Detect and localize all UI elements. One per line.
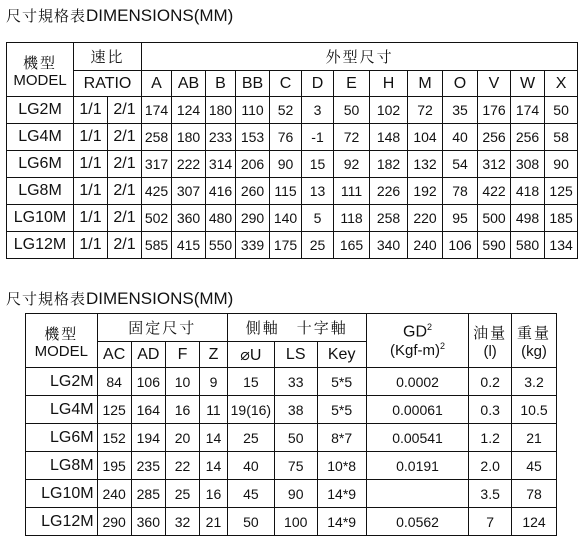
column-header-c: C xyxy=(270,71,302,97)
value-cell: 498 xyxy=(511,205,545,232)
value-cell: 416 xyxy=(206,178,236,205)
oil-header xyxy=(469,314,512,368)
value-cell: 90 xyxy=(545,151,578,178)
value-cell: 10 xyxy=(165,368,199,396)
value-cell: 134 xyxy=(545,232,578,259)
value-cell: 25 xyxy=(302,232,334,259)
value-cell: 194 xyxy=(131,424,165,452)
column-header-a: A xyxy=(142,71,172,97)
table-row xyxy=(7,124,578,151)
column-header-5: LS xyxy=(274,342,317,368)
value-cell: 19(16) xyxy=(227,396,274,424)
value-cell: 50 xyxy=(274,424,317,452)
value-cell: 152 xyxy=(97,424,131,452)
value-cell: 54 xyxy=(443,151,478,178)
value-cell: 104 xyxy=(408,124,443,151)
table-row xyxy=(7,97,578,124)
shaft-header-cjk: 側軸 十字軸 xyxy=(245,319,348,337)
ratio-header-cjk: 速比 xyxy=(90,48,125,66)
gd2-unit-sup: 2 xyxy=(440,341,446,352)
value-cell: 5*5 xyxy=(317,368,366,396)
value-cell: 124 xyxy=(512,508,557,536)
value-cell: 340 xyxy=(370,232,408,259)
column-header-h: H xyxy=(370,71,408,97)
value-cell: 95 xyxy=(443,205,478,232)
table-row xyxy=(26,508,557,536)
column-header-b: B xyxy=(206,71,236,97)
value-cell: 58 xyxy=(545,124,578,151)
table2-title xyxy=(6,288,233,309)
value-cell: 132 xyxy=(408,151,443,178)
value-cell: 111 xyxy=(334,178,370,205)
value-cell: 222 xyxy=(172,151,206,178)
value-cell: 256 xyxy=(478,124,511,151)
value-cell: 233 xyxy=(206,124,236,151)
model-cell: LG8M xyxy=(26,452,98,480)
model-header xyxy=(7,43,74,97)
value-cell: 25 xyxy=(165,480,199,508)
table-row xyxy=(26,368,557,396)
model-header-2-en: MODEL xyxy=(34,342,88,360)
value-cell: 90 xyxy=(270,151,302,178)
value-cell: 40 xyxy=(227,452,274,480)
value-cell: 72 xyxy=(334,124,370,151)
value-cell: 307 xyxy=(172,178,206,205)
oil-header-unit: (l) xyxy=(483,342,497,360)
value-cell: 308 xyxy=(511,151,545,178)
value-cell: 500 xyxy=(478,205,511,232)
column-header-d: D xyxy=(302,71,334,97)
value-cell: 15 xyxy=(302,151,334,178)
column-header-6: Key xyxy=(317,342,366,368)
model-header-2 xyxy=(26,314,98,368)
dimensions-table-2 xyxy=(25,313,557,536)
fixed-dimensions-header-cjk: 固定尺寸 xyxy=(128,319,197,337)
column-header-m: M xyxy=(408,71,443,97)
column-header-2: F xyxy=(165,342,199,368)
value-cell: 78 xyxy=(443,178,478,205)
ratio-cell: 2/1 xyxy=(108,205,142,232)
value-cell: 590 xyxy=(478,232,511,259)
value-cell: 72 xyxy=(408,97,443,124)
column-header-v: V xyxy=(478,71,511,97)
value-cell: 550 xyxy=(206,232,236,259)
column-header-ab: AB xyxy=(172,71,206,97)
value-cell: 118 xyxy=(334,205,370,232)
value-cell: 290 xyxy=(97,508,131,536)
dimensions-table-1 xyxy=(6,42,578,259)
value-cell: 580 xyxy=(511,232,545,259)
value-cell: 10.5 xyxy=(512,396,557,424)
value-cell: 75 xyxy=(274,452,317,480)
value-cell: 0.2 xyxy=(469,368,512,396)
value-cell: 14*9 xyxy=(317,480,366,508)
table1-title-cjk: 尺寸規格表 xyxy=(6,7,87,25)
value-cell: 314 xyxy=(206,151,236,178)
value-cell: 2.0 xyxy=(469,452,512,480)
value-cell: 164 xyxy=(131,396,165,424)
column-header-3: Z xyxy=(200,342,228,368)
table-row xyxy=(26,424,557,452)
value-cell: 206 xyxy=(236,151,270,178)
value-cell: 90 xyxy=(274,480,317,508)
value-cell: 115 xyxy=(270,178,302,205)
value-cell xyxy=(366,480,469,508)
model-cell: LG12M xyxy=(26,508,98,536)
ratio-header-en: RATIO xyxy=(74,71,142,97)
ratio-cell: 1/1 xyxy=(74,124,108,151)
value-cell: 0.0191 xyxy=(366,452,469,480)
table-row xyxy=(26,452,557,480)
model-cell: LG10M xyxy=(7,205,74,232)
value-cell: 106 xyxy=(131,368,165,396)
model-cell: LG12M xyxy=(7,232,74,259)
value-cell: 10*8 xyxy=(317,452,366,480)
value-cell: 50 xyxy=(545,97,578,124)
value-cell: 52 xyxy=(270,97,302,124)
gd2-unit: (Kgf-m) xyxy=(390,342,441,360)
value-cell: 174 xyxy=(142,97,172,124)
value-cell: 180 xyxy=(206,97,236,124)
value-cell: 220 xyxy=(408,205,443,232)
table1-title-en: DIMENSIONS(MM) xyxy=(86,6,234,25)
value-cell: 285 xyxy=(131,480,165,508)
table-row xyxy=(26,480,557,508)
weight-header xyxy=(512,314,557,368)
column-header-e: E xyxy=(334,71,370,97)
outer-dimensions-header-cjk: 外型尺寸 xyxy=(325,48,394,66)
value-cell: 185 xyxy=(545,205,578,232)
table1-title xyxy=(6,5,233,26)
ratio-cell: 2/1 xyxy=(108,178,142,205)
value-cell: 22 xyxy=(165,452,199,480)
model-header-cjk: 機型 xyxy=(22,53,57,72)
value-cell: 32 xyxy=(165,508,199,536)
value-cell: 21 xyxy=(512,424,557,452)
value-cell: 502 xyxy=(142,205,172,232)
value-cell: 92 xyxy=(334,151,370,178)
column-header-o: O xyxy=(443,71,478,97)
outer-dimensions-header xyxy=(142,43,578,71)
value-cell: 35 xyxy=(443,97,478,124)
value-cell: 256 xyxy=(511,124,545,151)
value-cell: 480 xyxy=(206,205,236,232)
value-cell: 13 xyxy=(302,178,334,205)
value-cell: 125 xyxy=(545,178,578,205)
ratio-cell: 2/1 xyxy=(108,97,142,124)
value-cell: 14*9 xyxy=(317,508,366,536)
value-cell: 3 xyxy=(302,97,334,124)
model-cell: LG4M xyxy=(26,396,98,424)
value-cell: 100 xyxy=(274,508,317,536)
model-header-2-cjk: 機型 xyxy=(44,324,79,343)
value-cell: 312 xyxy=(478,151,511,178)
table2-title-cjk: 尺寸規格表 xyxy=(6,290,87,308)
table2-title-en: DIMENSIONS(MM) xyxy=(86,289,234,308)
value-cell: 3.2 xyxy=(512,368,557,396)
model-cell: LG6M xyxy=(7,151,74,178)
value-cell: 7 xyxy=(469,508,512,536)
value-cell: 14 xyxy=(200,424,228,452)
ratio-cell: 1/1 xyxy=(74,151,108,178)
value-cell: 317 xyxy=(142,151,172,178)
gd2-main: GD xyxy=(403,323,428,341)
ratio-cell: 2/1 xyxy=(108,232,142,259)
value-cell: 106 xyxy=(443,232,478,259)
value-cell: 45 xyxy=(227,480,274,508)
value-cell: 5*5 xyxy=(317,396,366,424)
value-cell: 140 xyxy=(270,205,302,232)
value-cell: 425 xyxy=(142,178,172,205)
column-header-1: AD xyxy=(131,342,165,368)
value-cell: 175 xyxy=(270,232,302,259)
value-cell: 125 xyxy=(97,396,131,424)
value-cell: 50 xyxy=(227,508,274,536)
value-cell: 180 xyxy=(172,124,206,151)
value-cell: 20 xyxy=(165,424,199,452)
table-row xyxy=(7,205,578,232)
column-header-4: ⌀U xyxy=(227,342,274,368)
value-cell: 15 xyxy=(227,368,274,396)
value-cell: 25 xyxy=(227,424,274,452)
ratio-header xyxy=(74,43,142,71)
model-cell: LG10M xyxy=(26,480,98,508)
value-cell: 16 xyxy=(165,396,199,424)
value-cell: 339 xyxy=(236,232,270,259)
gd2-sup: 2 xyxy=(427,321,433,332)
value-cell: 33 xyxy=(274,368,317,396)
value-cell: 165 xyxy=(334,232,370,259)
table-row xyxy=(26,396,557,424)
value-cell: 0.00061 xyxy=(366,396,469,424)
value-cell: 124 xyxy=(172,97,206,124)
column-header-bb: BB xyxy=(236,71,270,97)
value-cell: 418 xyxy=(511,178,545,205)
value-cell: -1 xyxy=(302,124,334,151)
value-cell: 84 xyxy=(97,368,131,396)
fixed-dimensions-header xyxy=(97,314,227,342)
oil-header-cjk: 油量 xyxy=(473,323,508,342)
value-cell: 176 xyxy=(478,97,511,124)
gd2-header xyxy=(366,314,469,368)
value-cell: 148 xyxy=(370,124,408,151)
value-cell: 0.3 xyxy=(469,396,512,424)
value-cell: 1.2 xyxy=(469,424,512,452)
value-cell: 174 xyxy=(511,97,545,124)
value-cell: 415 xyxy=(172,232,206,259)
value-cell: 3.5 xyxy=(469,480,512,508)
value-cell: 14 xyxy=(200,452,228,480)
model-cell: LG2M xyxy=(26,368,98,396)
value-cell: 258 xyxy=(142,124,172,151)
value-cell: 258 xyxy=(370,205,408,232)
value-cell: 195 xyxy=(97,452,131,480)
model-cell: LG4M xyxy=(7,124,74,151)
value-cell: 260 xyxy=(236,178,270,205)
value-cell: 110 xyxy=(236,97,270,124)
value-cell: 5 xyxy=(302,205,334,232)
ratio-cell: 1/1 xyxy=(74,97,108,124)
value-cell: 45 xyxy=(512,452,557,480)
value-cell: 585 xyxy=(142,232,172,259)
model-cell: LG8M xyxy=(7,178,74,205)
value-cell: 9 xyxy=(200,368,228,396)
weight-header-cjk: 重量 xyxy=(517,323,552,342)
value-cell: 78 xyxy=(512,480,557,508)
value-cell: 50 xyxy=(334,97,370,124)
value-cell: 360 xyxy=(131,508,165,536)
value-cell: 153 xyxy=(236,124,270,151)
value-cell: 16 xyxy=(200,480,228,508)
ratio-cell: 2/1 xyxy=(108,124,142,151)
shaft-header xyxy=(227,314,366,342)
value-cell: 290 xyxy=(236,205,270,232)
value-cell: 0.00541 xyxy=(366,424,469,452)
value-cell: 76 xyxy=(270,124,302,151)
table-row xyxy=(7,151,578,178)
column-header-w: W xyxy=(511,71,545,97)
value-cell: 0.0002 xyxy=(366,368,469,396)
value-cell: 38 xyxy=(274,396,317,424)
weight-header-unit: (kg) xyxy=(521,342,547,360)
model-cell: LG2M xyxy=(7,97,74,124)
value-cell: 192 xyxy=(408,178,443,205)
model-cell: LG6M xyxy=(26,424,98,452)
ratio-cell: 1/1 xyxy=(74,205,108,232)
value-cell: 235 xyxy=(131,452,165,480)
value-cell: 8*7 xyxy=(317,424,366,452)
value-cell: 40 xyxy=(443,124,478,151)
table-row xyxy=(7,178,578,205)
value-cell: 11 xyxy=(200,396,228,424)
value-cell: 226 xyxy=(370,178,408,205)
value-cell: 240 xyxy=(97,480,131,508)
column-header-0: AC xyxy=(97,342,131,368)
value-cell: 102 xyxy=(370,97,408,124)
ratio-cell: 1/1 xyxy=(74,232,108,259)
value-cell: 422 xyxy=(478,178,511,205)
column-header-x: X xyxy=(545,71,578,97)
model-header-en: MODEL xyxy=(13,71,67,89)
value-cell: 182 xyxy=(370,151,408,178)
ratio-cell: 1/1 xyxy=(74,178,108,205)
value-cell: 0.0562 xyxy=(366,508,469,536)
value-cell: 360 xyxy=(172,205,206,232)
value-cell: 21 xyxy=(200,508,228,536)
value-cell: 240 xyxy=(408,232,443,259)
table-row xyxy=(7,232,578,259)
ratio-cell: 2/1 xyxy=(108,151,142,178)
